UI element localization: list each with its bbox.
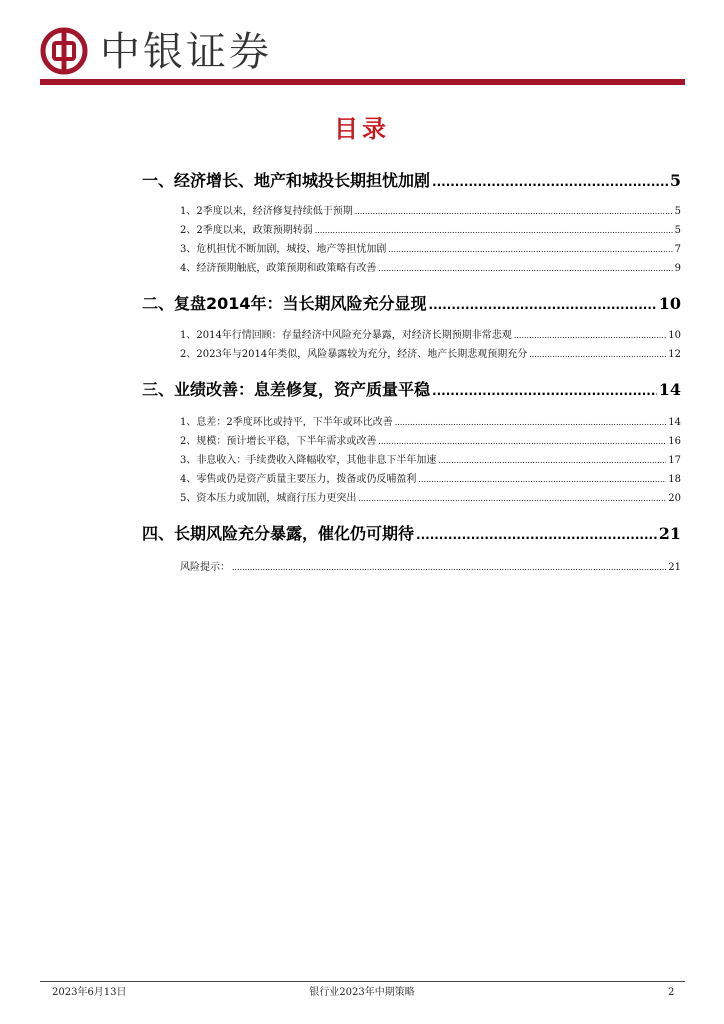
footer-report-title: 银行业2023年中期策略 [309,987,415,998]
toc-leader [416,525,657,545]
toc-entry[interactable] [180,416,681,430]
toc-leader [388,243,672,257]
toc-entry-text: 3、非息收入：手续费收入降幅收窄，其他非息下半年加速 [180,455,437,466]
toc-entry-page: 21 [658,524,681,543]
toc-leader [232,561,666,575]
toc-entry-page: 14 [668,417,681,428]
page-header [0,0,724,90]
toc-entry[interactable] [180,205,681,219]
toc-entry[interactable] [180,473,681,487]
toc-entry[interactable] [142,380,681,401]
toc-entry-page: 10 [668,330,681,341]
toc-entry[interactable] [180,492,681,506]
toc-leader [358,492,666,506]
toc-entry-text: 2、规模：预计增长平稳，下半年需求或改善 [180,436,377,447]
toc-entry-page: 5 [669,171,681,190]
brand-name: 中银证券 [100,29,272,75]
toc-entry-text: 1、2季度以来，经济修复持续低于预期 [180,206,353,217]
toc-leader [432,381,657,401]
toc-entry-text: 四、长期风险充分暴露，催化仍可期待 [142,524,415,543]
toc-entry-page: 14 [658,380,681,399]
toc-leader [432,172,668,192]
toc-entry[interactable] [142,294,681,315]
toc-entry[interactable] [180,561,681,575]
toc-entry[interactable] [180,435,681,449]
toc-entry-page: 5 [674,225,681,236]
toc-entry[interactable] [142,524,681,545]
toc-entry[interactable] [180,329,681,343]
toc-leader [514,329,666,343]
toc-entry-text: 二、复盘2014年：当长期风险充分显现 [142,294,427,313]
toc-entry-text: 3、危机担忧不断加剧，城投、地产等担忧加剧 [180,244,387,255]
toc-entry[interactable] [142,171,681,192]
toc-entry-text: 风险提示： [180,562,230,573]
toc-entry-page: 21 [668,562,681,573]
toc-leader [395,416,667,430]
footer-page-number: 2 [668,987,675,998]
toc-entry-text: 4、经济预期触底，政策预期和政策略有改善 [180,263,377,274]
toc-leader [418,473,666,487]
toc-entry-text: 2、2023年与2014年类似，风险暴露较为充分，经济、地产长期悲观预期充分 [180,349,528,360]
toc-entry[interactable] [180,243,681,257]
toc-leader [378,435,666,449]
footer-rule [40,981,685,982]
toc-entry[interactable] [180,348,681,362]
toc-entry-page: 20 [668,493,681,504]
toc-entry-text: 一、经济增长、地产和城投长期担忧加剧 [142,171,431,190]
toc-leader [355,205,673,219]
header-rule [40,79,685,85]
page-title: 目录 [334,115,390,143]
toc-leader [378,262,672,276]
toc-entry-page: 7 [674,244,681,255]
toc-entry-text: 4、零售或仍是资产质量主要压力，拨备或仍反哺盈利 [180,474,417,485]
toc-entry-page: 12 [668,349,681,360]
toc-entry-text: 2、2季度以来，政策预期转弱 [180,225,313,236]
toc-entry[interactable] [180,454,681,468]
toc-entry-text: 5、资本压力或加剧，城商行压力更突出 [180,493,357,504]
toc-entry-page: 9 [674,263,681,274]
toc-entry-page: 16 [668,436,681,447]
toc-entry-page: 10 [658,294,681,313]
toc-entry-text: 1、息差：2季度环比或持平，下半年或环比改善 [180,417,393,428]
toc-entry-text: 1、2014年行情回顾：存量经济中风险充分暴露，对经济长期预期非常悲观 [180,330,512,341]
toc-leader [429,295,657,315]
toc-entry-text: 三、业绩改善：息差修复，资产质量平稳 [142,380,431,399]
toc-leader [438,454,666,468]
toc-leader [315,224,673,238]
toc-entry-page: 5 [674,206,681,217]
toc-entry[interactable] [180,224,681,238]
toc-leader [529,348,666,362]
toc-entry[interactable] [180,262,681,276]
toc-entry-page: 18 [668,474,681,485]
footer-date: 2023年6月13日 [52,987,127,998]
toc-entry-page: 17 [668,455,681,466]
bank-of-china-logo-icon [40,27,88,75]
